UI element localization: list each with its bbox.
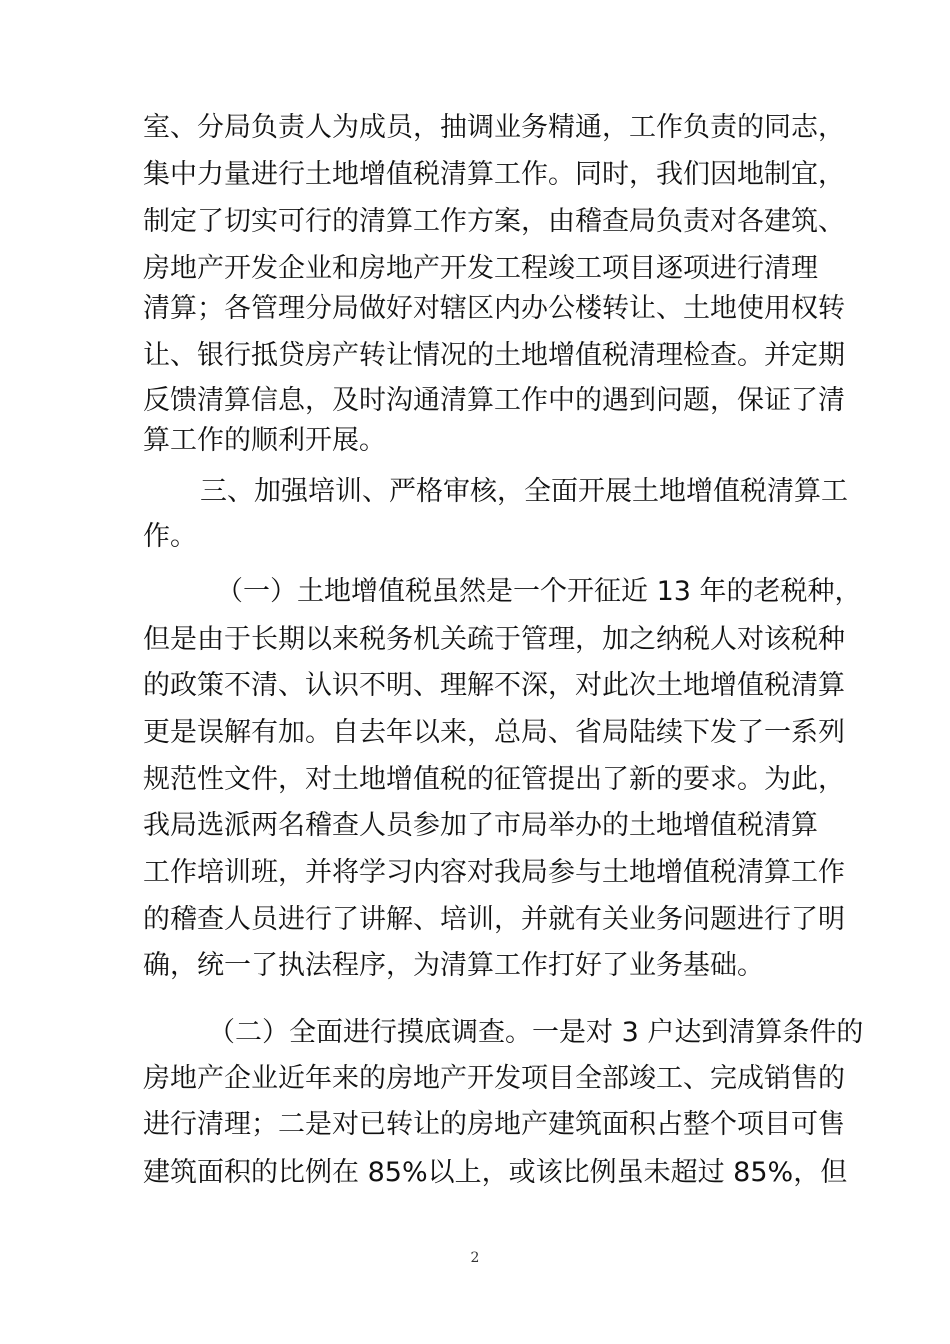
text-line: 制定了切实可行的清算工作方案，由稽查局负责对各建筑、 [143,206,845,237]
text-line: 的稽查人员进行了讲解、培训，并就有关业务问题进行了明 [143,904,845,935]
text-line: 但是由于长期以来税务机关疏于管理，加之纳税人对该税种 [143,624,845,655]
text-line: 房地产开发企业和房地产开发工程竣工项目逐项进行清理 [143,253,818,284]
text-line: 更是误解有加。自去年以来，总局、省局陆续下发了一系列 [143,717,845,748]
text-line: 让、银行抵贷房产转让情况的土地增值税清理检查。并定期 [143,340,845,371]
text-line: 集中力量进行土地增值税清算工作。同时，我们因地制宜， [143,159,845,190]
text-line: 确，统一了执法程序，为清算工作打好了业务基础。 [143,950,764,981]
text-line: 室、分局负责人为成员，抽调业务精通，工作负责的同志， [143,112,845,143]
text-line: 清算；各管理分局做好对辖区内办公楼转让、土地使用权转 [143,293,845,324]
text-line: 三、加强培训、严格审核，全面开展土地增值税清算工 [200,476,848,507]
text-line: 的政策不清、认识不明、理解不深，对此次土地增值税清算 [143,670,845,701]
text-line: 建筑面积的比例在 85%以上，或该比例虽未超过 85%，但 [143,1157,848,1188]
text-line: 反馈清算信息，及时沟通清算工作中的遇到问题，保证了清 [143,385,845,416]
text-line: 作。 [143,521,197,552]
text-line: 算工作的顺利开展。 [143,425,386,456]
text-line: 进行清理；二是对已转让的房地产建筑面积占整个项目可售 [143,1109,845,1140]
text-line: （一）土地增值税虽然是一个开征近 13 年的老税种， [216,576,862,607]
text-line: （二）全面进行摸底调查。一是对 3 户达到清算条件的 [208,1017,864,1048]
text-line: 我局选派两名稽查人员参加了市局举办的土地增值税清算 [143,810,818,841]
page-number: 2 [470,1250,480,1266]
text-line: 房地产企业近年来的房地产开发项目全部竣工、完成销售的 [143,1063,845,1094]
text-line: 工作培训班，并将学习内容对我局参与土地增值税清算工作 [143,857,845,888]
text-line: 规范性文件，对土地增值税的征管提出了新的要求。为此， [143,764,845,795]
